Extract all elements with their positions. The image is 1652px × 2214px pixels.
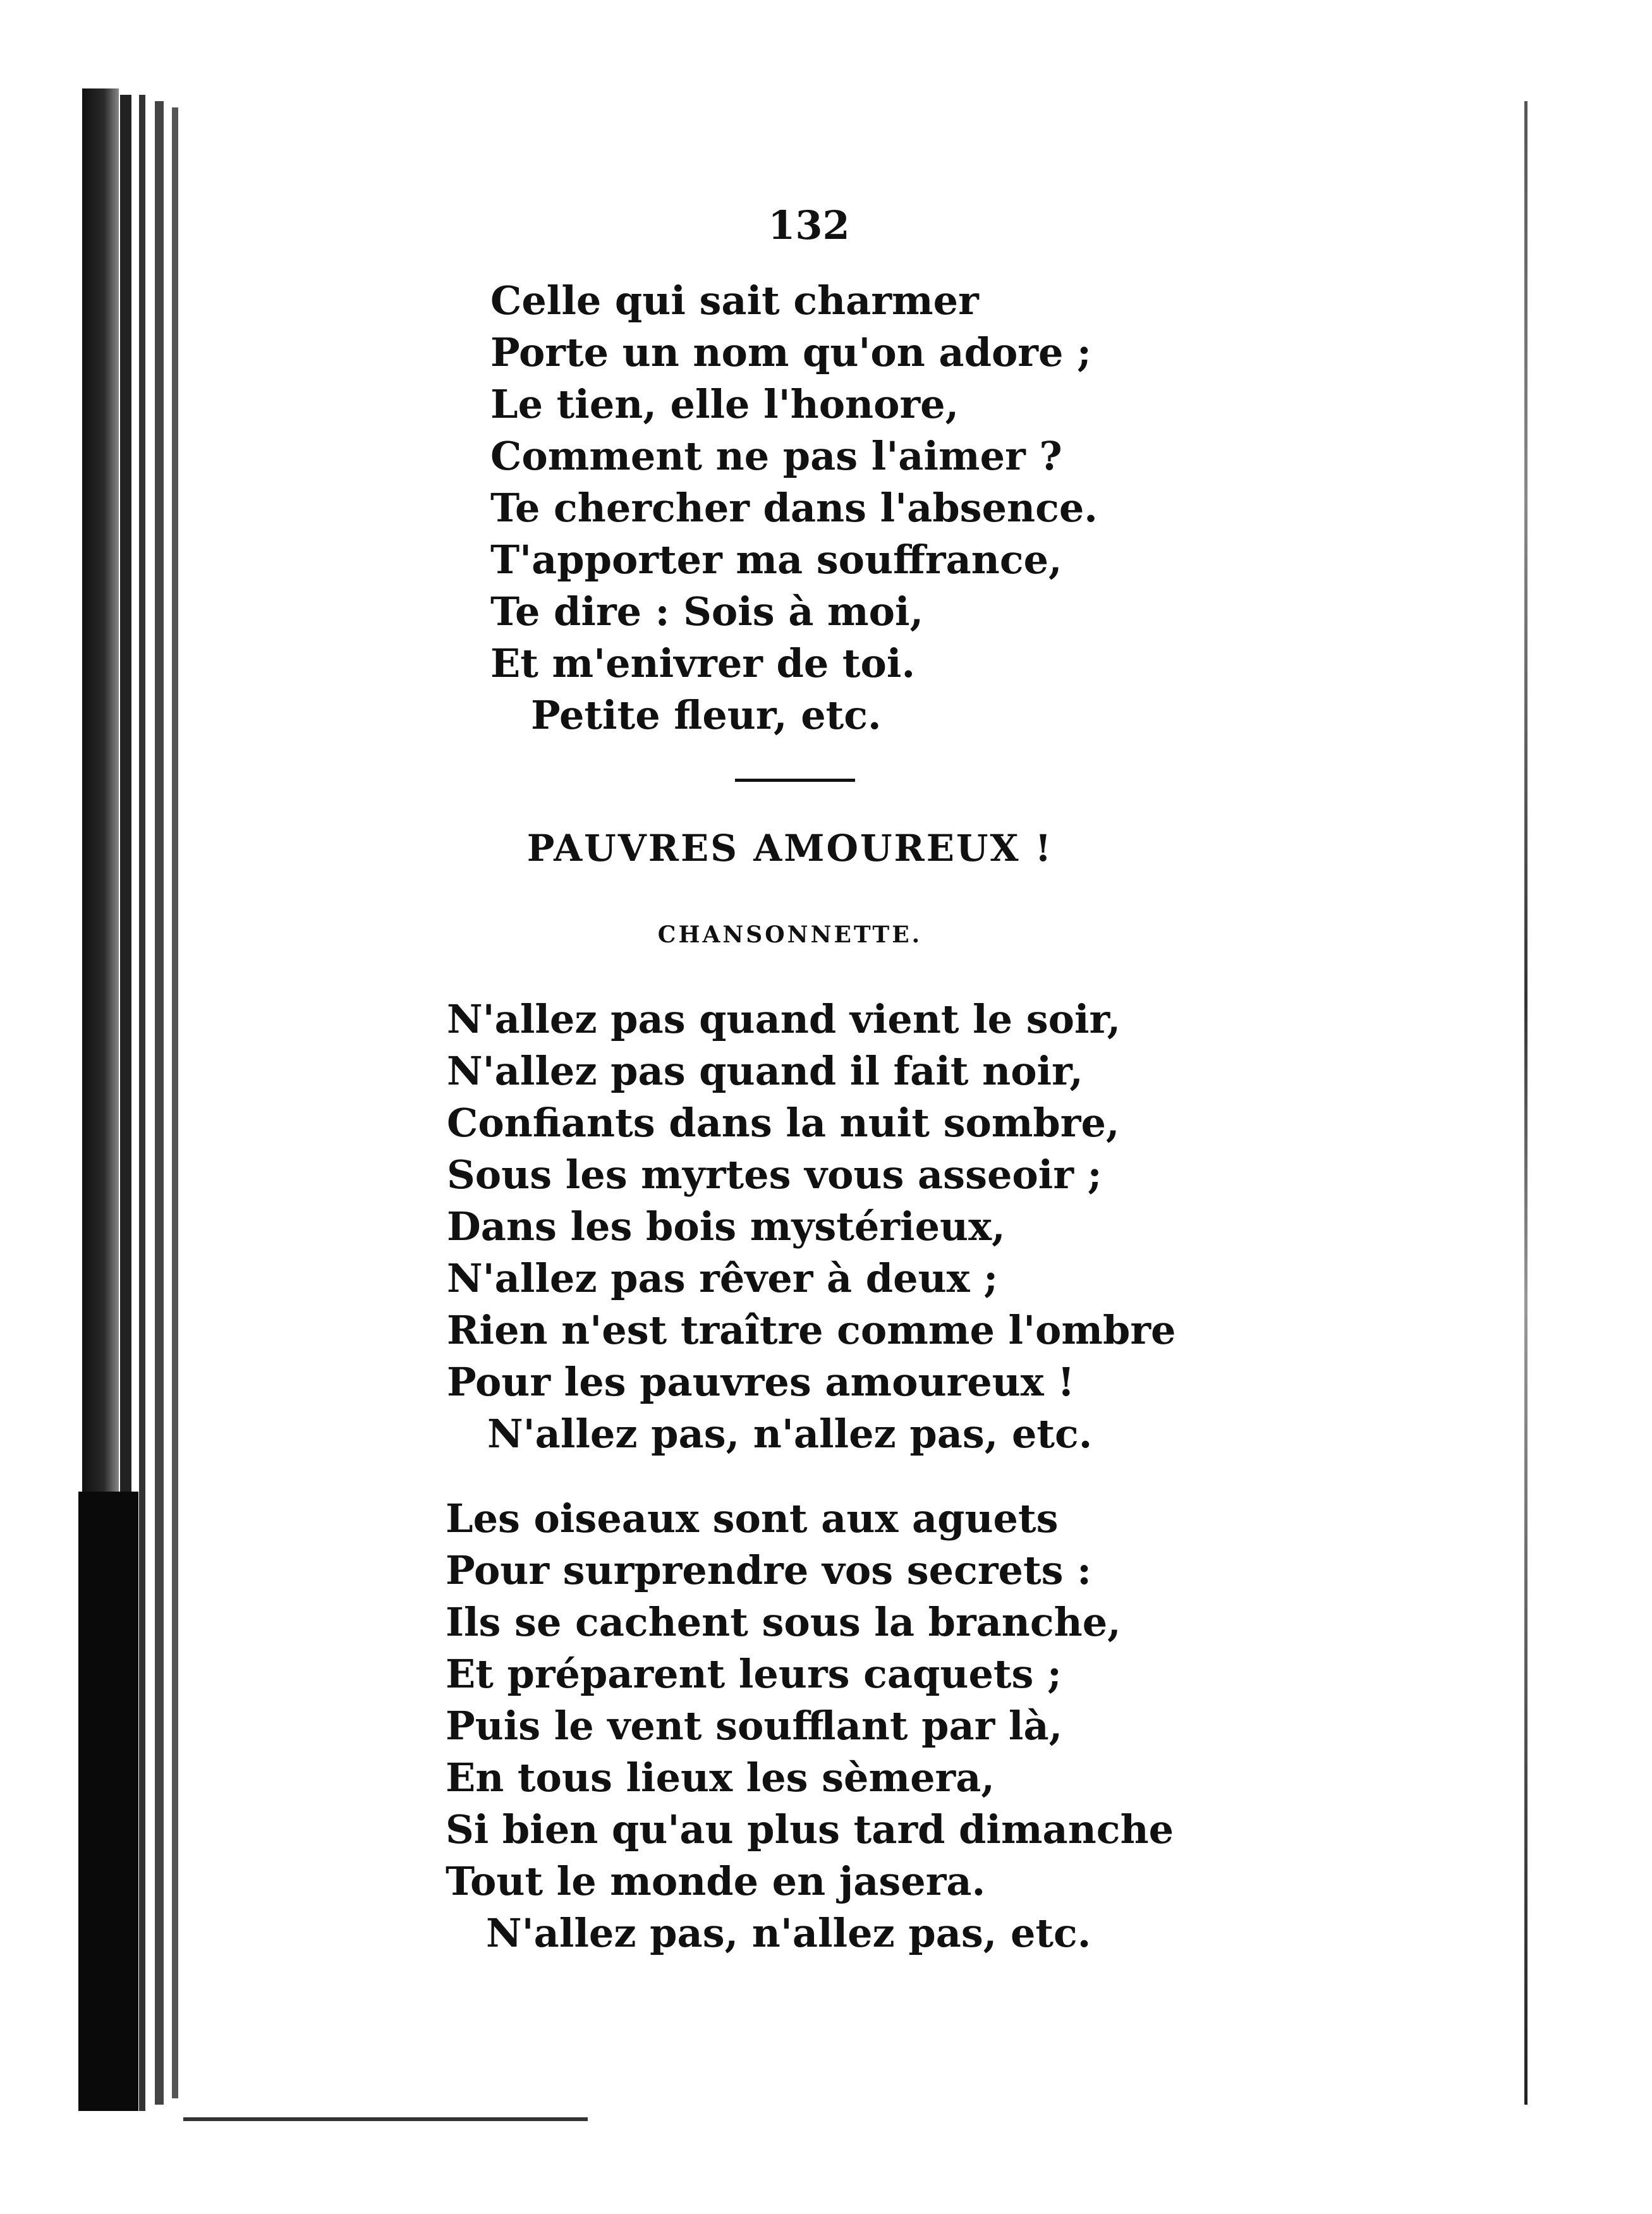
right-page-edge (1524, 101, 1527, 2105)
refrain-line: Petite fleur, etc. (531, 692, 882, 738)
verse-line: Comment ne pas l'aimer ? (490, 433, 1062, 479)
binding-edge-line (139, 95, 145, 2111)
section-divider (735, 779, 855, 782)
verse-line: Et m'enivrer de toi. (490, 640, 916, 686)
verse-line: Porte un nom qu'on adore ; (490, 329, 1091, 375)
verse-line: Confiants dans la nuit sombre, (447, 1100, 1120, 1146)
verse-line: Rien n'est traître comme l'ombre (447, 1307, 1176, 1353)
binding-dark-block (78, 1492, 138, 2111)
verse-line: Tout le monde en jasera. (446, 1858, 986, 1904)
verse-line: Pour surprendre vos secrets : (446, 1547, 1091, 1593)
verse-line: En tous lieux les sèmera, (446, 1755, 995, 1801)
stanza-second (446, 1493, 1174, 1959)
verse-line: Sous les myrtes vous asseoir ; (447, 1152, 1102, 1198)
page-number: 132 (768, 202, 850, 248)
verse-line: Le tien, elle l'honore, (490, 381, 959, 427)
verse-line: Ils se cachent sous la branche, (446, 1599, 1121, 1645)
song-subtitle: CHANSONNETTE. (657, 921, 923, 948)
binding-edge-line (155, 101, 164, 2105)
stanza-continued (490, 275, 1098, 741)
stanza-first (447, 994, 1175, 1460)
verse-line: Les oiseaux sont aux aguets (446, 1495, 1059, 1542)
verse-line: N'allez pas rêver à deux ; (447, 1255, 999, 1301)
verse-line: Puis le vent soufflant par là, (446, 1703, 1063, 1749)
verse-line: Celle qui sait charmer (490, 277, 979, 324)
verse-line: Te dire : Sois à moi, (490, 588, 924, 635)
verse-line: Si bien qu'au plus tard dimanche (446, 1806, 1174, 1852)
verse-line: Pour les pauvres amoureux ! (447, 1359, 1075, 1405)
refrain-line: N'allez pas, n'allez pas, etc. (487, 1411, 1093, 1457)
verse-line: Dans les bois mystérieux, (447, 1203, 1005, 1250)
verse-line: N'allez pas quand vient le soir, (447, 996, 1121, 1042)
verse-line: T'apporter ma souffrance, (490, 537, 1062, 583)
binding-edge-line (172, 107, 178, 2098)
verse-line: Te chercher dans l'absence. (490, 485, 1098, 531)
verse-line: Et préparent leurs caquets ; (446, 1651, 1062, 1697)
song-title: PAUVRES AMOUREUX ! (526, 827, 1054, 870)
verse-line: N'allez pas quand il fait noir, (447, 1048, 1083, 1094)
refrain-line: N'allez pas, n'allez pas, etc. (486, 1910, 1091, 1956)
bottom-edge-mark (183, 2117, 588, 2121)
